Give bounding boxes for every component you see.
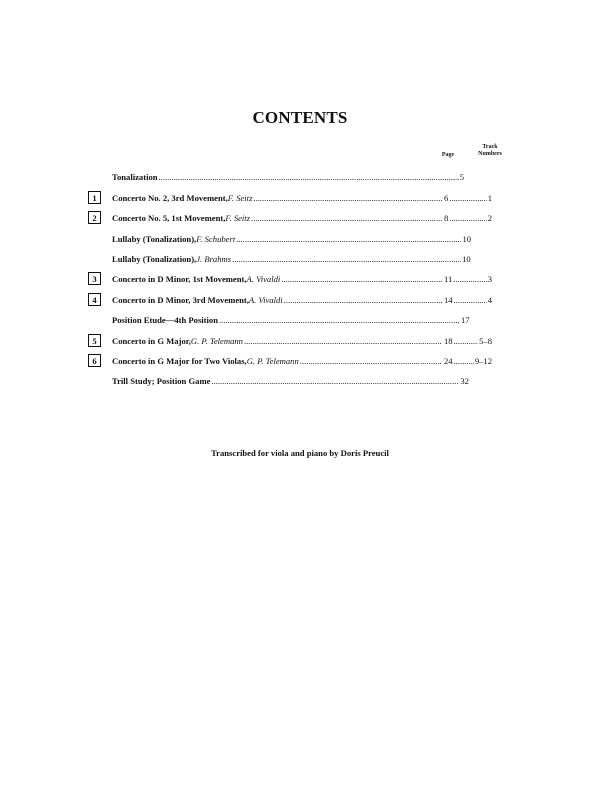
dot-leader xyxy=(449,191,486,205)
dot-leader xyxy=(236,232,461,246)
entry-title: Concerto in D Minor, 1st Movement, xyxy=(112,274,247,284)
track-box: 2 xyxy=(88,211,101,224)
transcription-credit: Transcribed for viola and piano by Doris Preucil xyxy=(211,448,389,458)
dot-leader xyxy=(251,211,442,225)
toc-entry-position-etude[interactable] xyxy=(112,313,492,327)
dot-leader xyxy=(284,293,442,307)
entry-composer: A. Vivaldi xyxy=(246,274,281,284)
toc-entry-vivaldi-3rd[interactable] xyxy=(92,293,492,307)
toc-entry-concerto-no5[interactable] xyxy=(92,211,492,225)
entry-page: 14 xyxy=(444,295,453,305)
toc-entry-telemann-two-violas[interactable] xyxy=(92,354,492,368)
entry-track: 9–12 xyxy=(474,356,492,366)
entry-page: 6 xyxy=(444,193,449,203)
entry-track: 4 xyxy=(487,295,492,305)
entry-track: 1 xyxy=(487,193,492,203)
entry-title: Tonalization xyxy=(112,172,158,182)
entry-composer: A. Vivaldi xyxy=(248,295,283,305)
entry-title: Concerto in G Major for Two Violas, xyxy=(112,356,247,366)
track-numbers-column-header xyxy=(474,144,506,158)
entry-track: 2 xyxy=(487,213,492,223)
toc-entry-trill-study[interactable] xyxy=(112,374,492,388)
toc-entry-tonalization[interactable] xyxy=(112,170,492,184)
dot-leader xyxy=(159,170,459,184)
entry-page: 8 xyxy=(444,213,449,223)
entry-track: 5–8 xyxy=(479,336,492,346)
entry-page: 17 xyxy=(460,315,470,325)
entry-title: Concerto No. 2, 3rd Movement, xyxy=(112,193,228,203)
entry-title: Trill Study; Position Game xyxy=(112,376,211,386)
toc-entry-lullaby-schubert[interactable] xyxy=(112,232,492,246)
dot-leader xyxy=(453,272,486,286)
dot-leader xyxy=(219,313,460,327)
entry-page: 18 xyxy=(444,336,453,346)
entry-track: 3 xyxy=(487,274,492,284)
entry-composer: F. Schubert xyxy=(196,234,236,244)
dot-leader xyxy=(454,293,487,307)
toc-entry-concerto-no2[interactable] xyxy=(92,191,492,205)
dot-leader xyxy=(232,252,461,266)
dot-leader xyxy=(211,374,459,388)
entry-title: Position Etude—4th Position xyxy=(112,315,219,325)
entry-title: Lullaby (Tonalization), xyxy=(112,234,197,244)
entry-composer: J. Brahms xyxy=(196,254,232,264)
entry-page: 24 xyxy=(444,356,453,366)
page-title: CONTENTS xyxy=(252,108,348,127)
entry-title: Concerto in G Major, xyxy=(112,336,191,346)
track-box: 4 xyxy=(88,293,101,306)
track-box: 1 xyxy=(88,191,101,204)
dot-leader xyxy=(253,191,442,205)
entry-title: Concerto in D Minor, 3rd Movement, xyxy=(112,295,249,305)
entry-page: 11 xyxy=(444,274,453,284)
entry-title: Concerto No. 5, 1st Movement, xyxy=(112,213,226,223)
track-box: 3 xyxy=(88,272,101,285)
entry-page: 32 xyxy=(460,376,469,386)
dot-leader xyxy=(449,211,486,225)
entry-page: 5 xyxy=(459,172,465,182)
dot-leader xyxy=(454,334,479,348)
dot-leader xyxy=(244,334,442,348)
track-box: 5 xyxy=(88,334,101,347)
track-header-line2: Numbers xyxy=(478,151,502,157)
dot-leader xyxy=(300,354,442,368)
dot-leader xyxy=(454,354,474,368)
entry-title: Lullaby (Tonalization), xyxy=(112,254,197,264)
entry-page: 10 xyxy=(462,254,471,264)
entry-composer: F. Seitz xyxy=(227,193,253,203)
entry-composer: G. P. Telemann xyxy=(246,356,299,366)
track-header-line1: Track xyxy=(482,144,498,150)
entry-composer: G. P. Telemann xyxy=(190,336,243,346)
entry-composer: F. Seitz xyxy=(225,213,251,223)
entry-page: 10 xyxy=(462,234,472,244)
toc-entry-vivaldi-1st[interactable] xyxy=(92,272,492,286)
dot-leader xyxy=(281,272,442,286)
toc-entry-lullaby-brahms[interactable] xyxy=(112,252,492,266)
track-box: 6 xyxy=(88,354,101,367)
page-column-header: Page xyxy=(441,152,455,158)
toc-entry-telemann-g[interactable] xyxy=(92,334,492,348)
